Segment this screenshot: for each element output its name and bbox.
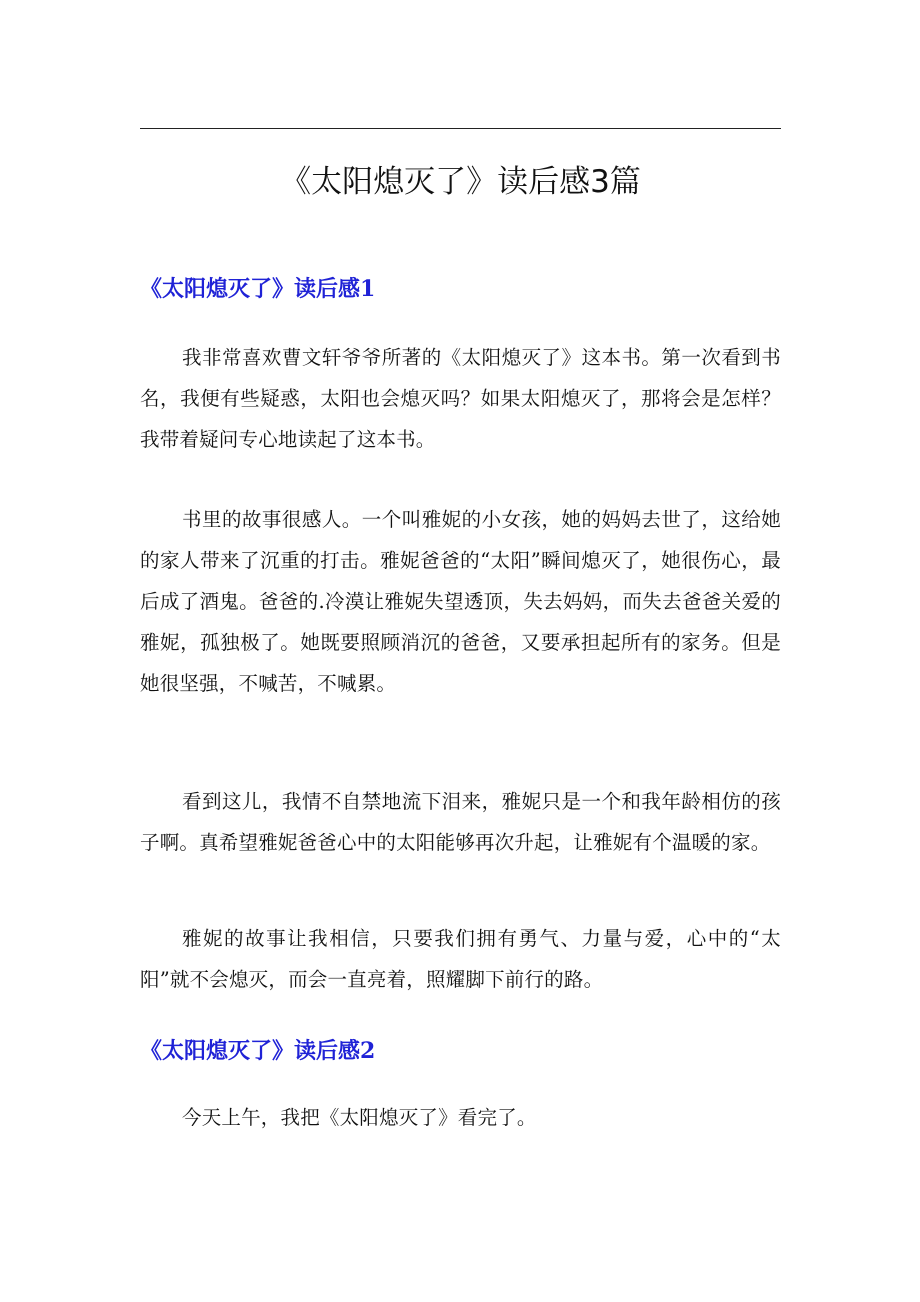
document-title: 《太阳熄灭了》读后感3篇 — [280, 164, 641, 200]
paragraph: 书里的故事很感人。一个叫雅妮的小女孩，她的妈妈去世了，这给她的家人带来了沉重的打击。雅妮爸爸的“太阳”瞬间熄灭了，她很伤心，最后成了酒鬼。爸爸的.冷漠让雅妮失望透顶，失去妈妈，而失去爸爸关爱的雅妮，孤独极了。她既要照顾消沉的爸爸，又要承担起所有的家务。但是她很坚强，不喊苦，不喊累。 — [140, 508, 781, 695]
paragraph: 今天上午，我把《太阳熄灭了》看完了。 — [182, 1106, 537, 1129]
header-rule — [140, 128, 781, 129]
section-heading-1: 《太阳熄灭了》读后感1 — [140, 276, 376, 302]
paragraph: 我非常喜欢曹文轩爷爷所著的《太阳熄灭了》这本书。第一次看到书名，我便有些疑惑，太阳也会熄灭吗？如果太阳熄灭了，那将会是怎样？我带着疑问专心地读起了这本书。 — [140, 346, 781, 451]
paragraph: 雅妮的故事让我相信，只要我们拥有勇气、力量与爱，心中的“太阳”就不会熄灭，而会一直亮着，照耀脚下前行的路。 — [140, 927, 781, 991]
paragraph: 看到这儿，我情不自禁地流下泪来，雅妮只是一个和我年龄相仿的孩子啊。真希望雅妮爸爸心中的太阳能够再次升起，让雅妮有个温暖的家。 — [140, 790, 781, 854]
section-heading-2: 《太阳熄灭了》读后感2 — [140, 1038, 376, 1064]
